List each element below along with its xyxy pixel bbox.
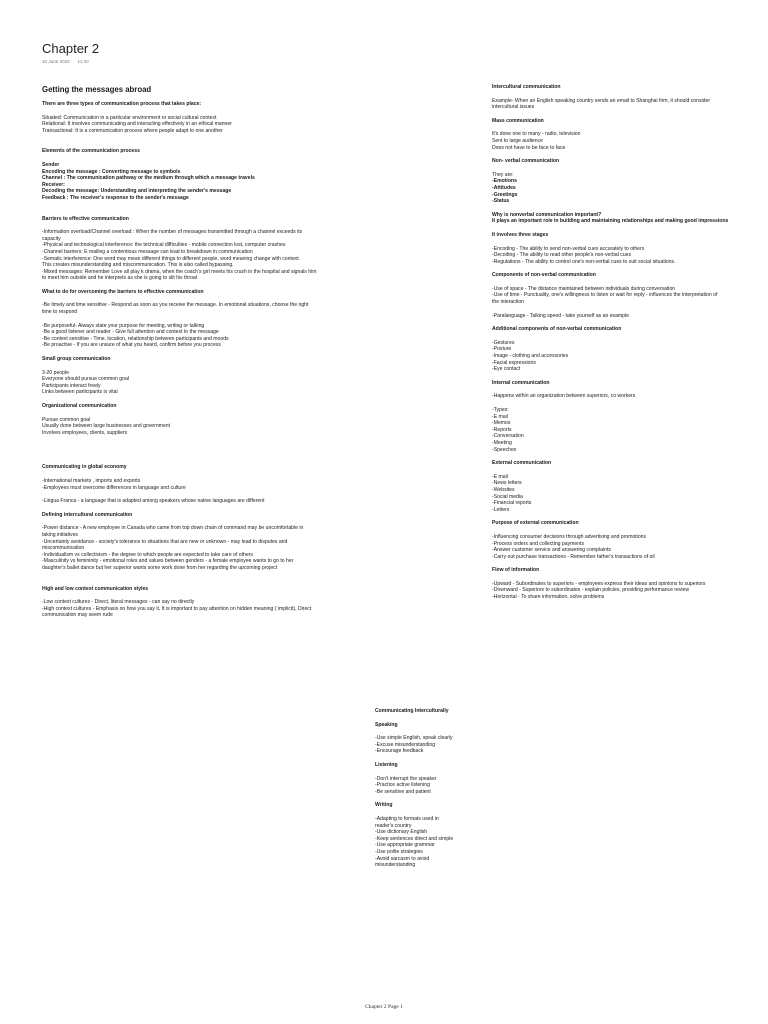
list-item: -Eye contact (492, 366, 521, 373)
list-item: -Encourage feedback (375, 748, 424, 755)
list-item: -Emotions (492, 178, 517, 185)
list-item: -Physical and technological interference: the technical difficulties - mobile connection lost, computer crashes (42, 242, 286, 249)
list-item: -High context cultures - Emphasis on how you say it, It is important to pay attention on hidden meaning ( implicit), Direct (42, 605, 312, 612)
note-date: 10 June 2022 (42, 59, 70, 64)
list-item: -Individualism vs collectivism - the degree to which people are expected to take care of others (42, 551, 253, 558)
list-item: -Be a good listener and reader - Give full attention and context to the message (42, 329, 219, 336)
page-footer: Chapter 2 Page 1 (365, 1004, 403, 1010)
writing-title: Writing (375, 802, 393, 809)
list-item: taking initiatives (42, 531, 78, 538)
page-meta (42, 59, 89, 64)
list-item: -Answer customer service and answering complaints (492, 547, 611, 554)
list-item: communication may seem rude (42, 612, 113, 619)
list-item: -Letters (492, 506, 510, 513)
list-item: It's done one to many - radio, television (492, 131, 581, 138)
list-item: the interaction (492, 299, 524, 306)
list-item: -Be proactive - If you are unsure of what you heard, confirm before you process (42, 342, 221, 349)
list-item: -Use appropriate grammar (375, 842, 435, 849)
left-column (42, 85, 372, 619)
list-item: -Types: (492, 407, 509, 413)
list-item: -Meeting (492, 439, 512, 446)
list-item: -Power distance - A new employee in Canada who came from top down chain of command may be uncomfortable in (42, 525, 304, 532)
external-title: External communication (492, 460, 552, 467)
list-item: -Avoid sarcasm to avoid (375, 855, 430, 862)
list-item: -Practice active listening (375, 782, 430, 789)
list-item: daughter's ballet dance but her superior wants some work done from her regarding the upcoming project (42, 564, 278, 571)
list-item: time to respond (42, 309, 78, 316)
right-column (492, 84, 764, 601)
list-item: Channel : The communication pathway or the medium through which a message travels (42, 175, 255, 182)
list-item: Example- When an English speaking country sends an email to Shanghai firm, it should consider (492, 97, 711, 104)
list-item: -Status (492, 198, 510, 205)
list-item: Sender (42, 161, 60, 168)
global-title: Communicating in global economy (42, 464, 127, 471)
list-item: -Facial expressions (492, 359, 536, 366)
list-item: -Reports (492, 426, 512, 433)
internal-title: Internal communication (492, 379, 550, 386)
list-item: -Process orders and collecting payments (492, 540, 585, 547)
list-item: -Conversation (492, 433, 524, 440)
defining-title: Defining intercultural communication (42, 511, 133, 518)
small-group-title: Small group communication (42, 356, 111, 363)
list-item: misunderstanding (375, 862, 416, 869)
list-item: -Upward - Subordinates to superiors - employees express their ideas and opinions to superiors (492, 580, 706, 587)
flow-title: Flow of information (492, 567, 540, 574)
list-item: -Be sensitive and patient (375, 788, 431, 795)
list-item: -Use of time - Punctuality, one's willingness to listen or wait for reply - influences the interpretation of (492, 292, 718, 299)
list-item: -Carry out purchase transactions - Remember father's transactions of oil (492, 553, 655, 560)
list-item: Situated: Communication in a particular environment or social cultural context (42, 114, 217, 121)
list-item: Encoding the message : Converting message to symbols (42, 168, 181, 175)
why-question: Why is nonverbal communication important? (492, 211, 602, 218)
list-item: -Posture (492, 346, 512, 353)
context-title: High and low context communication styles (42, 585, 149, 592)
list-item: -Information overload/Channel overload : When the number of messages transmitted through a channel exceeds its (42, 229, 303, 236)
list-item: Sent to large audience (492, 137, 543, 144)
list-item: -Downward - Superiors to subordinates - explain policies, providing performance review (492, 587, 690, 594)
list-item: -Be timely and time sensitive - Respond as soon as you receive the message. In emotional situations, choose the right (42, 302, 309, 309)
list-item: -Influencing consumer decisions through advertising and promotions (492, 533, 647, 540)
list-item: -Use simple English, speak clearly (375, 735, 453, 742)
list-item: -Image - clothing and accessories (492, 353, 569, 360)
list-item: -Employees must overcome differences in language and culture (42, 484, 186, 491)
speaking-title: Speaking (375, 721, 398, 728)
list-item: intercultural issues (492, 104, 535, 111)
list-item: -Be purposeful- Always state your purpose for meeting, writing or talking (42, 322, 205, 329)
list-item: -Be context sensitive - Time, location, relationship between participants and moods (42, 335, 229, 342)
list-item: -Decoding - The ability to read other people's non-verbal cues (492, 252, 632, 259)
list-item: capacity (42, 235, 61, 242)
list-item: reader's country (375, 822, 412, 829)
list-item: -Paralanguage - Talking speed - take yourself as an example (492, 312, 629, 319)
listening-title: Listening (375, 761, 398, 768)
overcome-title: What to do for overcoming the barriers to effective communication (42, 288, 204, 295)
purpose-title: Purpose of external communication (492, 520, 579, 527)
list-item: Decoding the message: Understanding and interpreting the sender's message (42, 188, 232, 195)
stages-title: It involves three stages (492, 231, 549, 238)
barriers-title: Barriers to effective communication (42, 215, 129, 222)
list-item: -Sematic interference: One word may mean different things to different people, word meaning change with context. (42, 255, 301, 262)
list-item: Participants interact freely (42, 382, 101, 389)
list-item: -Use dictionary English (375, 829, 428, 836)
list-item: Usually done between large businesses and government (42, 423, 170, 430)
list-item: -Low context cultures - Direct, literal messages - can say no directly (42, 599, 195, 606)
list-item: Involves employees, clients, suppliers (42, 429, 128, 436)
types-title: There are three types of communication process that takes place: (42, 101, 202, 107)
list-item: -Use polite strategies (375, 848, 423, 855)
list-item: -Mixed messages: Remember Love all play k drama, when the coach's girl meets his crush in the hospital and signals him (42, 268, 317, 275)
list-item: miscommunication (42, 545, 85, 552)
list-item: This creates misunderstanding and miscommunication. This is also called bypassing. (42, 262, 234, 269)
list-item: -Gestures (492, 339, 515, 346)
list-item: -Happens within an organization between superiors, co workers (492, 393, 636, 400)
section-heading: Getting the messages abroad (42, 85, 152, 94)
list-item: -Greetings (492, 191, 518, 198)
list-item: -E mail (492, 413, 508, 420)
components-title: Components of non-verbal communication (492, 272, 596, 279)
list-item: -E mail (492, 473, 508, 480)
list-item: -Attitudes (492, 184, 516, 191)
elements-title: Elements of the communication process (42, 148, 140, 155)
additional-title: Additional components of non-verbal communication (492, 326, 622, 333)
list-item: Does not have to be face to face (492, 144, 566, 151)
list-item: -Regulations - The ability to control one's non-verbal cues to suit social situations. (492, 258, 676, 265)
list-item: to meet him outside and he interprets as she is going to slit his throat (42, 275, 198, 282)
list-item: 3-20 people (42, 369, 69, 376)
list-item: -Excuse misunderstanding (375, 741, 436, 748)
mass-title: Mass communication (492, 117, 544, 124)
list-item: -Use of space - The distance maintained between individuals during conversation (492, 285, 676, 292)
list-item: -Channel barriers: E mailing a contentious message can lead to breakdown in communication (42, 248, 253, 255)
list-item: Links between participants is vital (42, 389, 118, 396)
list-item: -Horizontal - To share information, solve problems (492, 594, 605, 601)
org-title: Organizational communication (42, 403, 117, 409)
list-item: -International markets , imports and exports (42, 477, 141, 484)
list-item: -Encoding - The ability to send non-verbal cues accurately to others (492, 245, 645, 252)
mid-title: Communicating Interculturally (375, 708, 449, 714)
list-item: -Don't interrupt the speaker (375, 775, 437, 782)
list-item: -Websites (492, 486, 515, 493)
page-title: Chapter 2 (42, 41, 100, 56)
list-item: Receiver: (42, 181, 65, 188)
list-item: -Lingua Franca - a language that is adapted among speakers whose native languages are different (42, 498, 265, 505)
list-item: -News letters (492, 480, 522, 487)
list-item: Everyone should pursue common goal (42, 376, 129, 383)
note-time: 11:30 (77, 59, 89, 64)
list-item: Pursue common goal (42, 416, 91, 423)
list-item: -Speeches (492, 446, 517, 453)
list-item: -Adapting to formats used in (375, 815, 439, 822)
list-item: -Uncertainty avoidance - society's tolerance to situations that are new or unknown - may lead to disputes and (42, 538, 288, 545)
list-item: -Memos (492, 420, 511, 427)
why-answer: It plays an important role in building and maintaining relationships and making good impressions (492, 218, 729, 225)
list-item: Relational: It involves communicating and interacting effectively in an ethical manner (42, 121, 232, 128)
nv-title: Non- verbal communication (492, 158, 560, 165)
list-item: Feedback : The receiver's response to the sender's message (42, 194, 189, 201)
list-item: -Keep sentences direct and simple (375, 835, 454, 842)
list-item: Transactional: It is a communication process where people adapt to one another (42, 127, 223, 134)
intercultural-tips-column (375, 708, 485, 869)
list-item: -Masculinity vs femininity - emotional roles and values between genders - a female employee wants to go to her (42, 558, 294, 565)
list-item: -Social media (492, 493, 523, 500)
list-item: -Financial reports (492, 500, 532, 507)
ic-title: Intercultural communication (492, 84, 561, 90)
list-item: They are: (492, 171, 514, 178)
